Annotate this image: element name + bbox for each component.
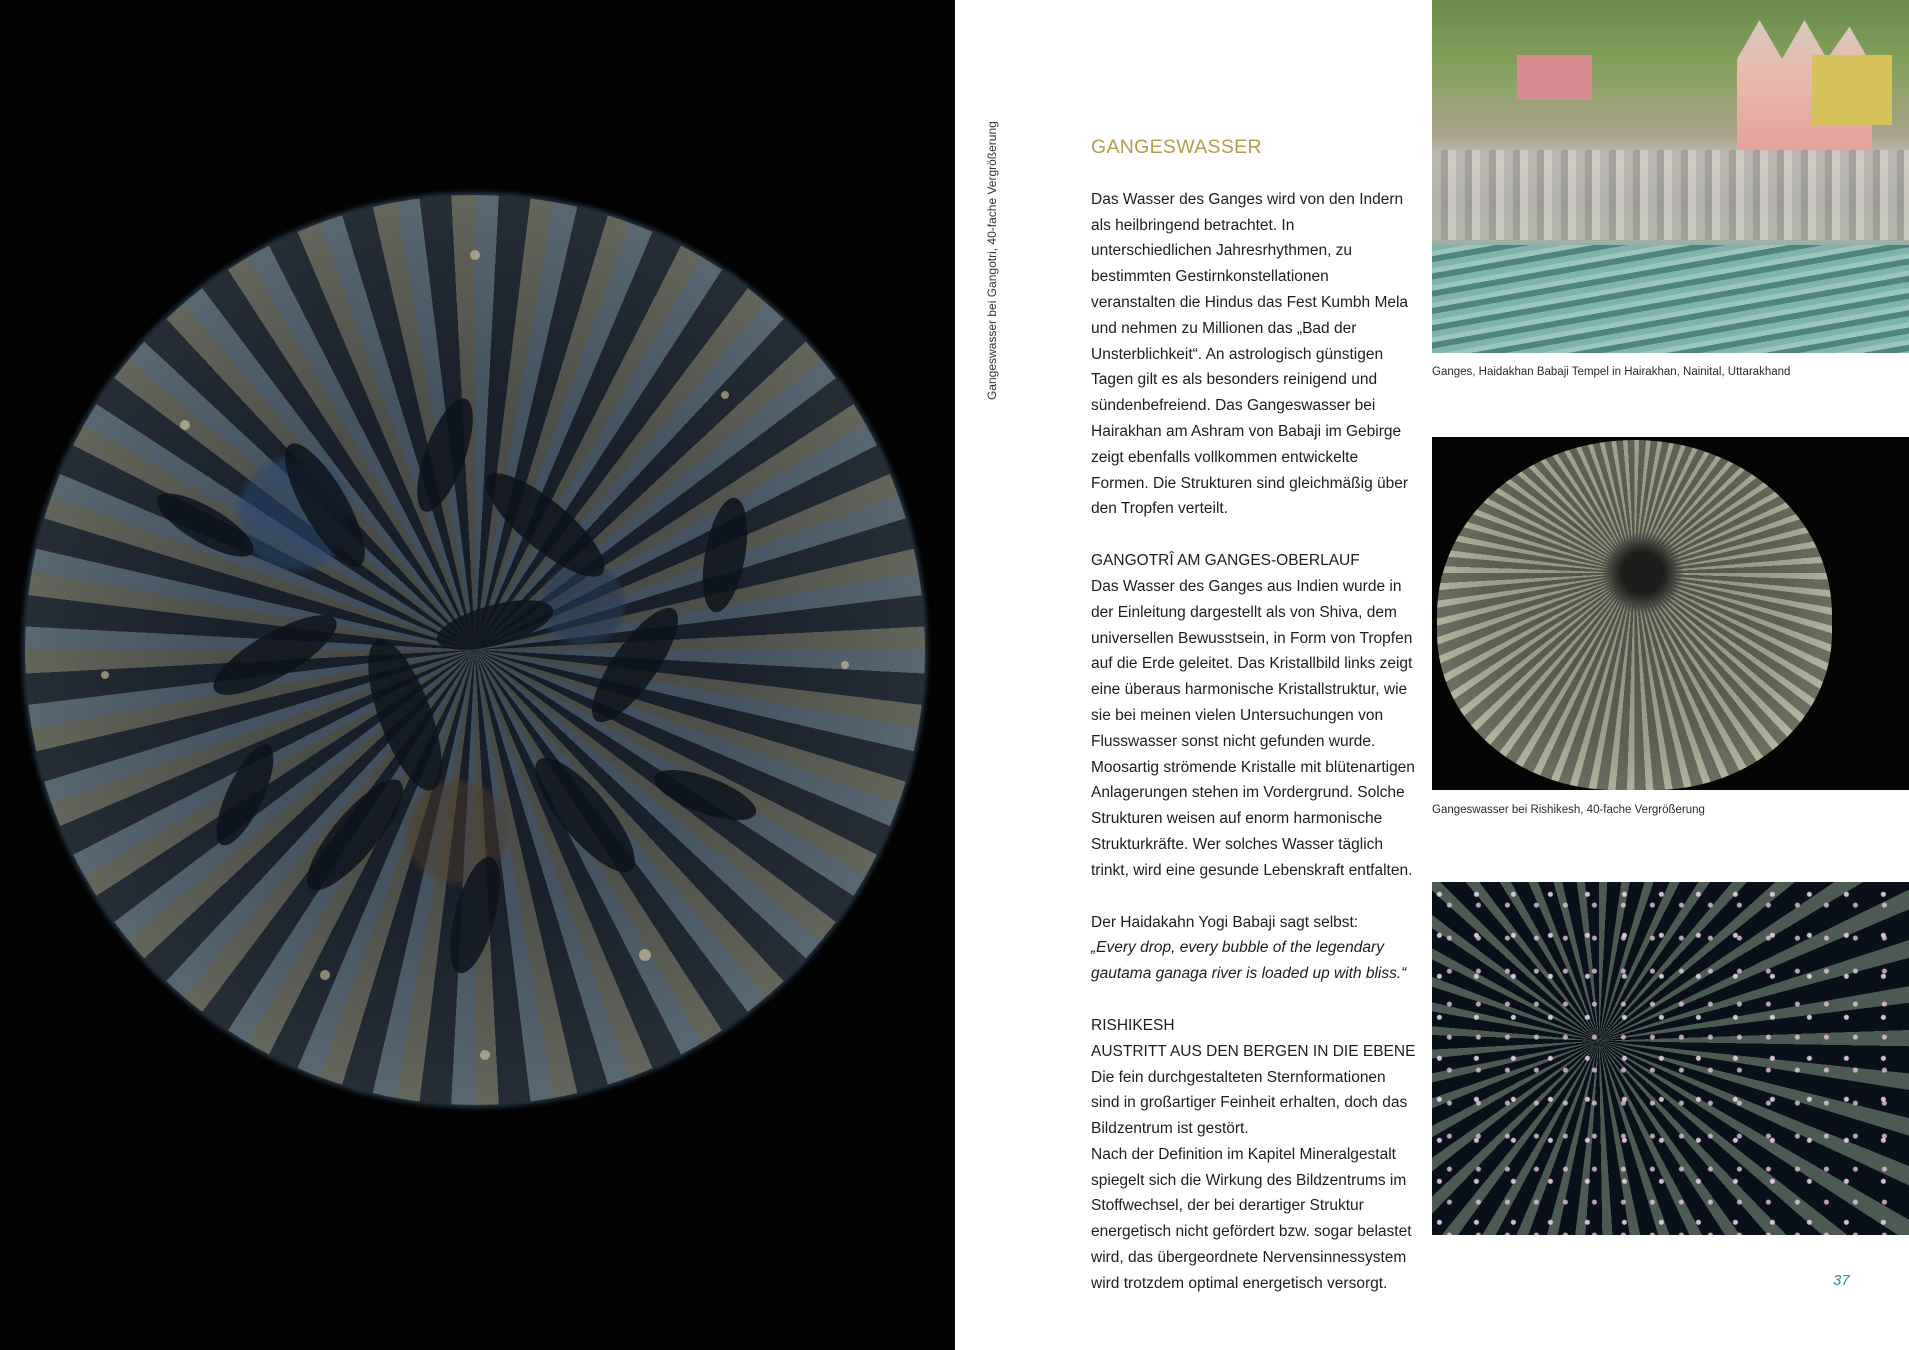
rishikesh-heading: RISHIKESH — [1091, 1016, 1175, 1034]
rishikesh-crystal-photo — [1432, 437, 1909, 790]
definition-paragraph: Nach der Definition im Kapitel Mineralgestalt spiegelt sich die Wirkung des Bildzentrums im Stoffwechsel, der bei derartiger Struktur energetisch nicht gefördert bzw. sogar belastet wird, das übergeordnete Nervensinnessystem wird trotzdem optimal energetisch versorgt. — [1091, 1145, 1412, 1292]
gangotri-subheading: GANGOTRÎ AM GANGES-OBERLAUF — [1091, 552, 1360, 570]
article-heading: GANGESWASSER — [1091, 136, 1262, 158]
intro-paragraph: Das Wasser des Ganges wird von den Indern als heilbringend betrachtet. In unterschiedlichen Jahresrhythmen, zu bestimmten Gestirnkonstellationen veranstalten die Hindus das Fest Kumbh Mela und nehmen zu Millionen das „Bad der Unsterblichkeit“. An astrologisch günstigen Tagen gilt es als besonders reinigend und sündenbefreiend. Das Gangeswasser bei Hairakhan am Ashram von Babaji im Gebirge zeigt ebenfalls vollkommen entwickelte Formen. Die Strukturen sind gleichmäßig über den Tropfen verteilt. — [1091, 190, 1409, 518]
page-number: 37 — [1833, 1272, 1850, 1289]
rishikesh-paragraph: Die fein durchgestalteten Sternformationen sind in großartiger Feinheit erhalten, doch das Bildzentrum ist gestört. — [1091, 1068, 1408, 1138]
babaji-intro: Der Haidakahn Yogi Babaji sagt selbst: — [1091, 913, 1359, 931]
riverbank-rocks — [1432, 150, 1909, 240]
rishikesh-crystal-disc — [1437, 440, 1832, 790]
river-water — [1432, 245, 1909, 353]
rishikesh-subheading: AUSTRITT AUS DEN BERGEN IN DIE EBENE — [1091, 1042, 1416, 1060]
crystal-pattern-overlay — [25, 195, 925, 1105]
temple-photo-caption: Ganges, Haidakhan Babaji Tempel in Hairakhan, Nainital, Uttarakhand — [1432, 366, 1791, 378]
gangotri-paragraph: Das Wasser des Ganges aus Indien wurde in der Einleitung dargestellt als von Shiva, dem universellen Bewusstsein, in Form von Tropfen auf die Erde geleitet. Das Kristallbild links zeigt eine überaus harmonische Kristallstruktur, wie sie bei meinen vielen Untersuchungen von Flusswasser sonst nicht gefunden wurde. Moosartig strömende Kristalle mit blütenartigen Anlagerungen stehen im Vordergrund. Solche Strukturen weisen auf enorm harmonische Strukturkräfte. Wer solches Wasser täglich trinkt, wird eine gesunde Lebenskraft entfalten. — [1091, 577, 1415, 879]
crystal-closeup-photo — [1432, 882, 1909, 1235]
yellow-house-shape — [1812, 55, 1892, 125]
article-text-column — [1091, 135, 1416, 1297]
pink-house-shape — [1517, 55, 1592, 100]
babaji-quote: „Every drop, every bubble of the legendary gautama ganaga river is loaded up with bliss.“ — [1091, 939, 1407, 983]
temple-river-photo — [1432, 0, 1909, 353]
gangotri-crystal-image — [25, 195, 925, 1105]
spine-caption: Gangeswasser bei Gangotri, 40-fache Vergrößerung — [985, 121, 999, 400]
rishikesh-photo-caption: Gangeswasser bei Rishikesh, 40-fache Vergrößerung — [1432, 804, 1705, 816]
